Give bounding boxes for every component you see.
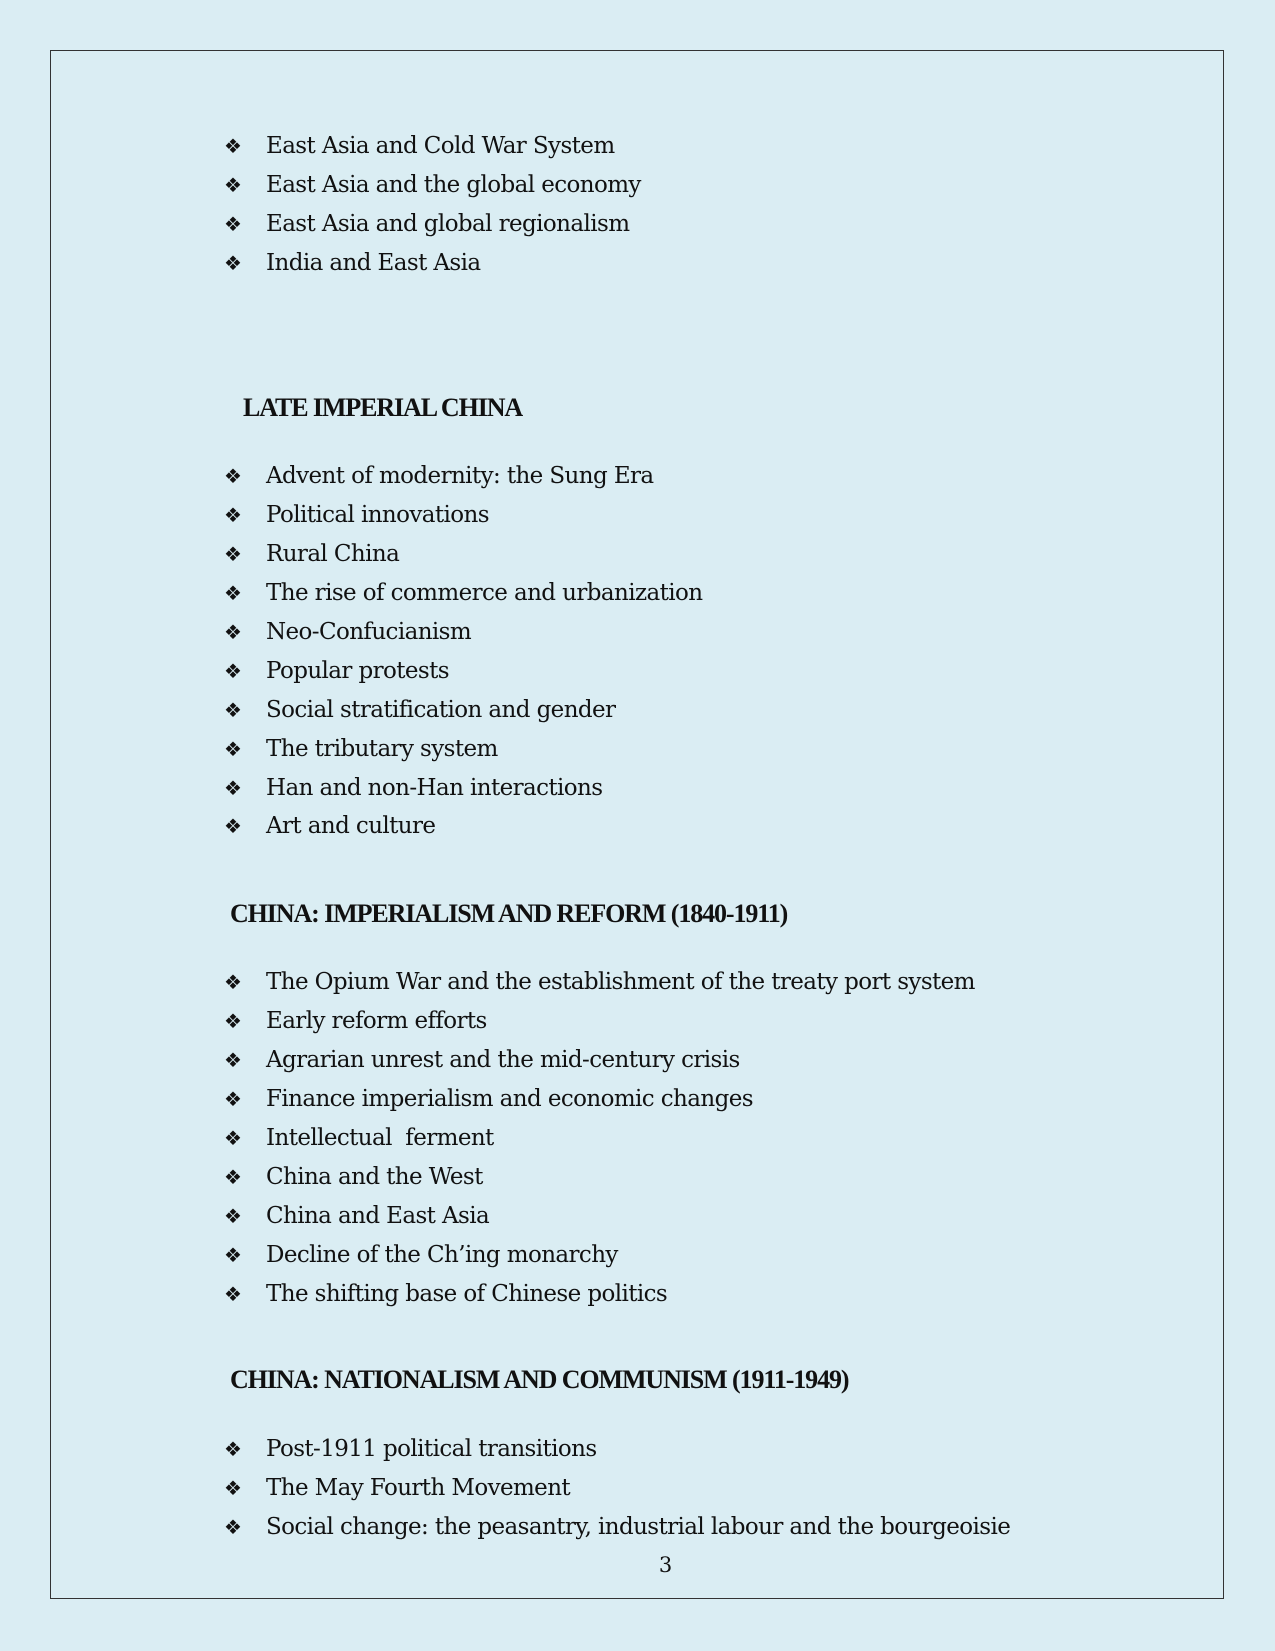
list-item [224,963,975,1002]
list-item [224,1274,975,1313]
list-item [224,1080,975,1119]
list-item-text: Decline of the Ch’ing monarchy [266,1241,618,1268]
list-item-text: Political innovations [266,502,489,529]
diamond-bullet-icon: ❖ [224,1048,242,1073]
list-item [224,535,702,574]
list-item-text: Art and culture [266,813,436,840]
diamond-bullet-icon: ❖ [224,1437,242,1462]
list-item [224,244,641,283]
list-item-text: China and East Asia [266,1202,490,1229]
diamond-bullet-icon: ❖ [224,134,242,159]
list-item-text: Neo-Confucianism [266,619,472,645]
diamond-bullet-icon: ❖ [224,581,242,606]
list-item-text: The rise of commerce and urbanization [266,580,703,607]
list-item-text: Finance imperialism and economic changes [266,1086,753,1113]
diamond-bullet-icon: ❖ [224,620,242,644]
diamond-bullet-icon: ❖ [224,1087,242,1112]
nationalism-and-communism-list [224,1430,1010,1547]
list-item-text: Agrarian unrest and the mid-century crisis [266,1047,740,1074]
list-item-text: Advent of modernity: the Sung Era [266,463,654,490]
heading-imperialism-and-reform: CHINA: IMPERIALISM AND REFORM (1840-1911) [230,899,788,928]
list-item-text: Intellectual ferment [266,1125,494,1151]
diamond-bullet-icon: ❖ [224,542,242,567]
diamond-bullet-icon: ❖ [224,697,242,722]
list-item [224,768,702,807]
diamond-bullet-icon: ❖ [224,736,242,761]
heading-late-imperial-china: LATE IMPERIAL CHINA [243,393,523,422]
diamond-bullet-icon: ❖ [224,1515,242,1540]
list-item [224,1041,975,1080]
list-item [224,1508,1010,1547]
list-item-text: East Asia and global regionalism [266,211,630,238]
list-item [224,205,641,244]
list-item [224,1430,1010,1469]
list-item [224,496,702,535]
diamond-bullet-icon: ❖ [224,775,242,800]
list-item-text: Popular protests [266,657,449,684]
list-item-text: The May Fourth Movement [266,1475,571,1502]
list-item [224,1002,975,1041]
diamond-bullet-icon: ❖ [224,503,242,528]
list-item [224,1119,975,1158]
list-item-text: Han and non-Han interactions [266,774,603,801]
diamond-bullet-icon: ❖ [224,1164,242,1189]
page-number: 3 [658,1553,673,1577]
list-item-text: East Asia and the global economy [266,172,641,199]
list-item [224,729,702,768]
list-item [224,807,702,846]
list-item-text: Rural China [266,541,400,568]
list-item [224,690,702,729]
diamond-bullet-icon: ❖ [224,970,242,995]
intro-list [224,127,641,283]
diamond-bullet-icon: ❖ [224,251,242,276]
diamond-bullet-icon: ❖ [224,1203,242,1228]
list-item [224,1469,1010,1508]
heading-nationalism-and-communism: CHINA: NATIONALISM AND COMMUNISM (1911-1949) [230,1365,849,1394]
diamond-bullet-icon: ❖ [224,1009,242,1034]
diamond-bullet-icon: ❖ [224,1281,242,1306]
diamond-bullet-icon: ❖ [224,1242,242,1267]
list-item [224,574,702,613]
diamond-bullet-icon: ❖ [224,1126,242,1150]
list-item [224,651,702,690]
diamond-bullet-icon: ❖ [224,658,242,683]
diamond-bullet-icon: ❖ [224,464,242,489]
diamond-bullet-icon: ❖ [224,814,242,839]
diamond-bullet-icon: ❖ [224,212,242,237]
list-item-text: East Asia and Cold War System [266,133,615,160]
list-item-text: Early reform efforts [266,1008,487,1035]
list-item [224,1196,975,1235]
list-item-text: The shifting base of Chinese politics [266,1280,668,1307]
late-imperial-china-list [224,457,702,846]
list-item-text: Social change: the peasantry, industrial labour and the bourgeoisie [266,1514,1011,1541]
list-item-text: Social stratification and gender [266,696,616,723]
diamond-bullet-icon: ❖ [224,173,242,198]
list-item-text: The tributary system [266,735,498,762]
list-item [224,166,641,205]
list-item [224,613,702,652]
list-item-text: The Opium War and the establishment of the treaty port system [266,969,975,996]
list-item-text: China and the West [266,1163,483,1190]
diamond-bullet-icon: ❖ [224,1476,242,1501]
list-item-text: India and East Asia [266,250,481,277]
list-item [224,1235,975,1274]
list-item [224,1157,975,1196]
list-item [224,127,641,166]
imperialism-and-reform-list [224,963,975,1313]
list-item-text: Post-1911 political transitions [266,1436,597,1463]
list-item [224,457,702,496]
